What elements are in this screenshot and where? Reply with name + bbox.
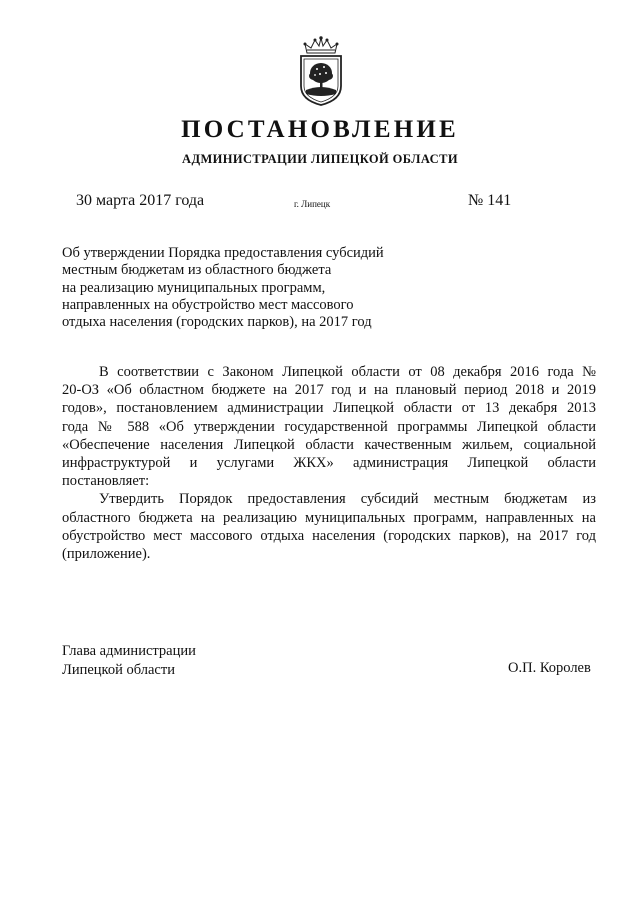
subject-line: местным бюджетам из областного бюджета: [62, 262, 332, 279]
lipetsk-coat-of-arms-icon: [296, 36, 346, 106]
issuing-authority: АДМИНИСТРАЦИИ ЛИПЕЦКОЙ ОБЛАСТИ: [182, 152, 458, 166]
body-line: постановляет:: [62, 473, 150, 490]
body-line: В соответствии с Законом Липецкой области от 08 декабря 2016 года №: [99, 364, 596, 380]
document-number: № 141: [468, 192, 512, 209]
body-line: «Обеспечение населения Липецкой области качественным жильем, социальной: [62, 436, 596, 453]
body-line: областного бюджета на реализацию муниципальных программ, направленных на: [62, 509, 596, 526]
document-city: г. Липецк: [294, 199, 331, 209]
subject-line: отдыха населения (городских парков), на 2017 год: [62, 314, 372, 331]
subject-line: Об утверждении Порядка предоставления субсидий: [62, 245, 384, 261]
subject-line: на реализацию муниципальных программ,: [62, 279, 326, 296]
body-line: инфраструктурой и услугами ЖКХ» администрация Липецкой области: [62, 454, 596, 471]
signatory-name: О.П. Королев: [508, 660, 591, 676]
body-line: 20-ОЗ «Об областном бюджете на 2017 год и на плановый период 2018 и 2019: [62, 382, 596, 399]
document-body: [62, 363, 596, 563]
subject-line: направленных на обустройство мест массового: [62, 296, 354, 313]
signatory-position-line: Глава администрации: [62, 643, 196, 659]
body-line: обустройство мест массового отдыха населения (городских парков), на 2017 год: [62, 527, 596, 544]
body-line: (приложение).: [62, 545, 151, 562]
document-subject: [62, 245, 422, 331]
document-date: 30 марта 2017 года: [76, 192, 205, 209]
body-line: года № 588 «Об утверждении государственной программы Липецкой области: [62, 418, 596, 435]
body-line: Утвердить Порядок предоставления субсидий местным бюджетам из: [99, 491, 596, 508]
body-line: годов», постановлением администрации Липецкой области от 13 декабря 2013: [62, 400, 596, 417]
signatory-position: [62, 642, 196, 679]
document-title: ПОСТАНОВЛЕНИЕ: [181, 116, 459, 143]
signatory-position-line: Липецкой области: [62, 661, 175, 678]
